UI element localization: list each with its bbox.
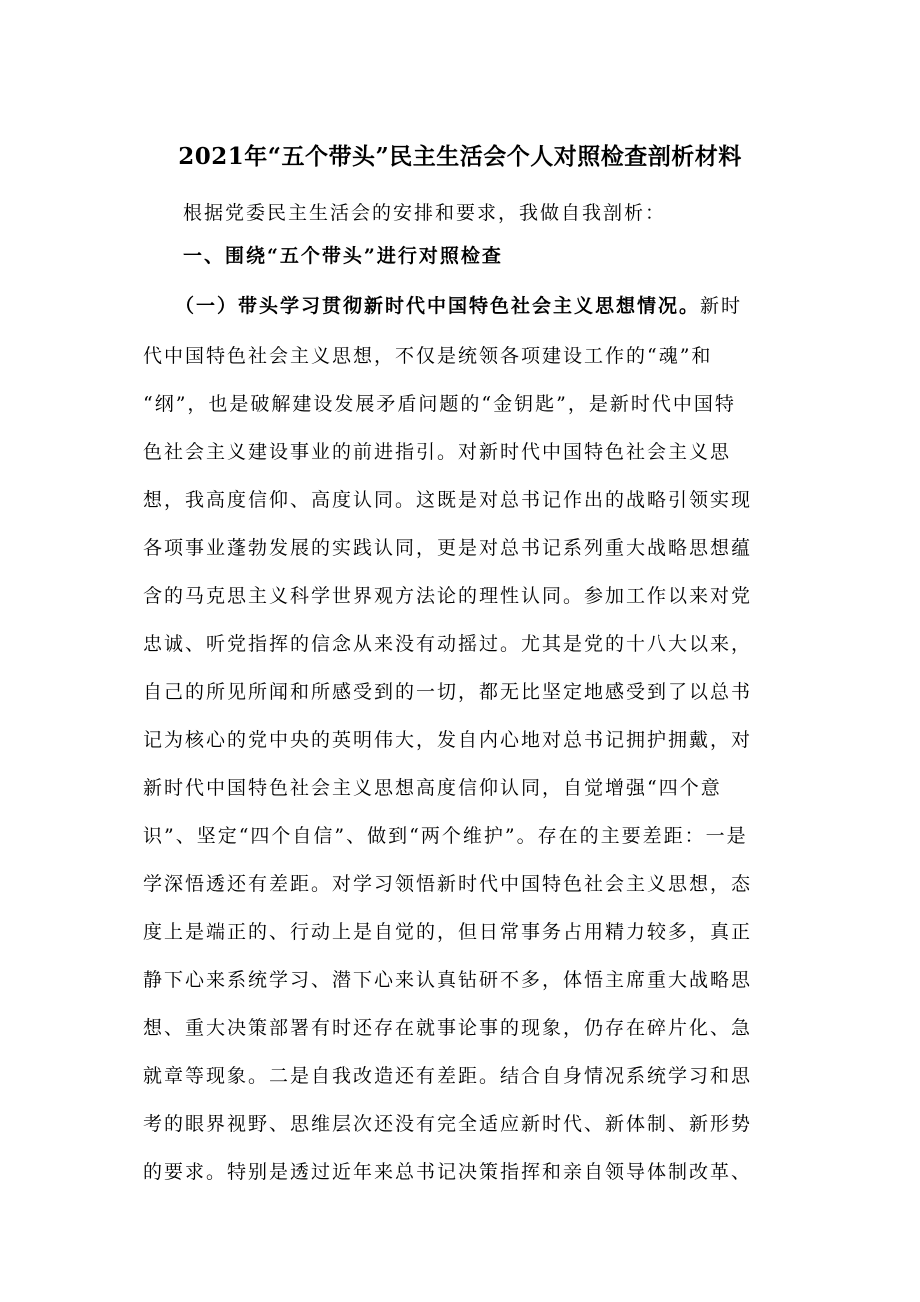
section-heading: 一、围绕“五个带头”进行对照检查 <box>183 245 503 267</box>
paragraph-line: 静下心来系统学习、潜下心来认真钻研不多，体悟主席重大战略思 <box>143 969 753 991</box>
paragraph-line: 就章等现象。二是自我改造还有差距。结合自身情况系统学习和思 <box>143 1065 753 1087</box>
paragraph-text-start: 新时 <box>700 295 743 317</box>
paragraph-line: 含的马克思主义科学世界观方法论的理性认同。参加工作以来对党 <box>143 585 753 607</box>
sub-heading: （一）带头学习贯彻新时代中国特色社会主义思想情况。 <box>175 295 701 317</box>
paragraph-line: 学深悟透还有差距。对学习领悟新时代中国特色社会主义思想，态 <box>143 873 753 895</box>
paragraph-line: 色社会主义建设事业的前进指引。对新时代中国特色社会主义思 <box>143 441 732 463</box>
paragraph-first-line <box>175 291 742 321</box>
paragraph-line: 代中国特色社会主义思想，不仅是统领各项建设工作的“魂”和 <box>143 345 713 367</box>
paragraph-line: 记为核心的党中央的英明伟大，发自内心地对总书记拥护拥戴，对 <box>143 729 753 751</box>
paragraph-line: 自己的所见所闻和所感受到的一切，都无比坚定地感受到了以总书 <box>143 681 753 703</box>
paragraph-line: 忠诚、听党指挥的信念从来没有动摇过。尤其是党的十八大以来， <box>143 633 753 655</box>
paragraph-line: 识”、坚定“四个自信”、做到“两个维护”。存在的主要差距：一是 <box>143 825 748 847</box>
paragraph-line: 考的眼界视野、思维层次还没有完全适应新时代、新体制、新形势 <box>143 1113 753 1135</box>
document-title: 2021年“五个带头”民主生活会个人对照检查剖析材料 <box>178 143 742 170</box>
paragraph-line: “纲”，也是破解建设发展矛盾问题的“金钥匙”，是新时代中国特 <box>143 393 736 415</box>
paragraph-line: 的要求。特别是透过近年来总书记决策指挥和亲自领导体制改革、 <box>143 1161 753 1183</box>
paragraph-line: 各项事业蓬勃发展的实践认同，更是对总书记系列重大战略思想蕴 <box>143 537 753 559</box>
paragraph-line: 度上是端正的、行动上是自觉的，但日常事务占用精力较多，真正 <box>143 921 753 943</box>
paragraph-line: 想，我高度信仰、高度认同。这既是对总书记作出的战略引领实现 <box>143 489 753 511</box>
paragraph-line: 想、重大决策部署有时还存在就事论事的现象，仍存在碎片化、急 <box>143 1017 753 1039</box>
paragraph-line: 新时代中国特色社会主义思想高度信仰认同，自觉增强“四个意 <box>143 777 722 799</box>
intro-paragraph: 根据党委民主生活会的安排和要求，我做自我剖析： <box>183 202 667 224</box>
